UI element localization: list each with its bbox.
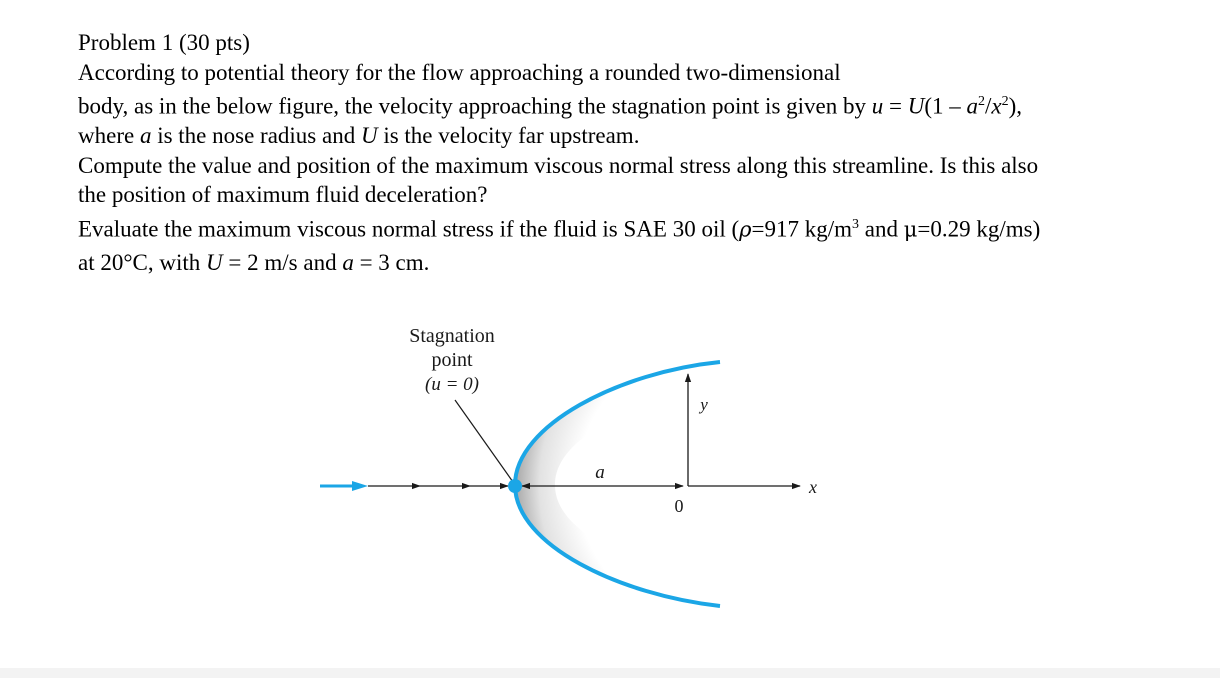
label-x: x [809, 477, 817, 497]
paragraph-2-line-2: the position of maximum fluid deceleration? [78, 182, 488, 208]
text-segment: / [985, 93, 992, 119]
text-segment: Evaluate the maximum viscous normal stress if the fluid is SAE 30 oil ( [78, 216, 740, 242]
symbol-mu: μ [903, 217, 918, 242]
paragraph-1-line-1: According to potential theory for the flow approaching a rounded two-dimensional [78, 59, 841, 85]
text-segment: body, as in the below figure, the velocity approaching the stagnation point is given by [78, 93, 872, 119]
text-segment: = 3 cm. [353, 249, 430, 275]
text-segment: is the nose radius and [151, 123, 361, 149]
stagnation-label-line3: (u = 0) [425, 374, 479, 395]
stagnation-label-line1: Stagnation [409, 325, 495, 347]
superscript: 2 [978, 94, 986, 109]
var-u: u [871, 93, 884, 119]
paragraph-2-line-1: Compute the value and position of the maximum viscous normal stress along this streamline. Is this also [78, 152, 1039, 178]
superscript: 2 [1001, 94, 1009, 109]
var-a: a [966, 93, 979, 119]
text-segment: and [859, 216, 904, 242]
label-origin: 0 [674, 496, 684, 516]
var-a: a [342, 249, 354, 275]
text-segment: is the velocity far upstream. [377, 123, 640, 149]
stagnation-leader-line [455, 400, 513, 482]
var-U: U [907, 93, 925, 119]
text-segment: =0.29 kg/ms) [917, 216, 1041, 242]
var-x: x [991, 93, 1002, 119]
superscript: 3 [852, 216, 860, 232]
text-segment: (1 – [924, 93, 967, 119]
freestream-arrowhead [352, 481, 368, 491]
text-segment: ), [1008, 93, 1023, 119]
text-segment: at 20°C, with [78, 249, 207, 275]
text-segment: where [78, 123, 140, 149]
problem-title: Problem 1 (30 pts) [78, 30, 250, 55]
label-a: a [595, 462, 605, 483]
page-footer-band [0, 668, 1220, 678]
var-a: a [139, 123, 152, 149]
symbol-rho: ρ [739, 217, 752, 242]
text-segment: = [883, 93, 908, 119]
label-y: y [700, 395, 708, 414]
var-U: U [360, 123, 378, 149]
text-segment: =917 kg/m [751, 216, 853, 242]
var-U: U [206, 249, 223, 275]
stagnation-label-line2: point [431, 349, 473, 371]
stagnation-point-dot [508, 479, 522, 493]
body-shaded-region [515, 362, 720, 606]
text-segment: = 2 m/s and [222, 249, 343, 275]
